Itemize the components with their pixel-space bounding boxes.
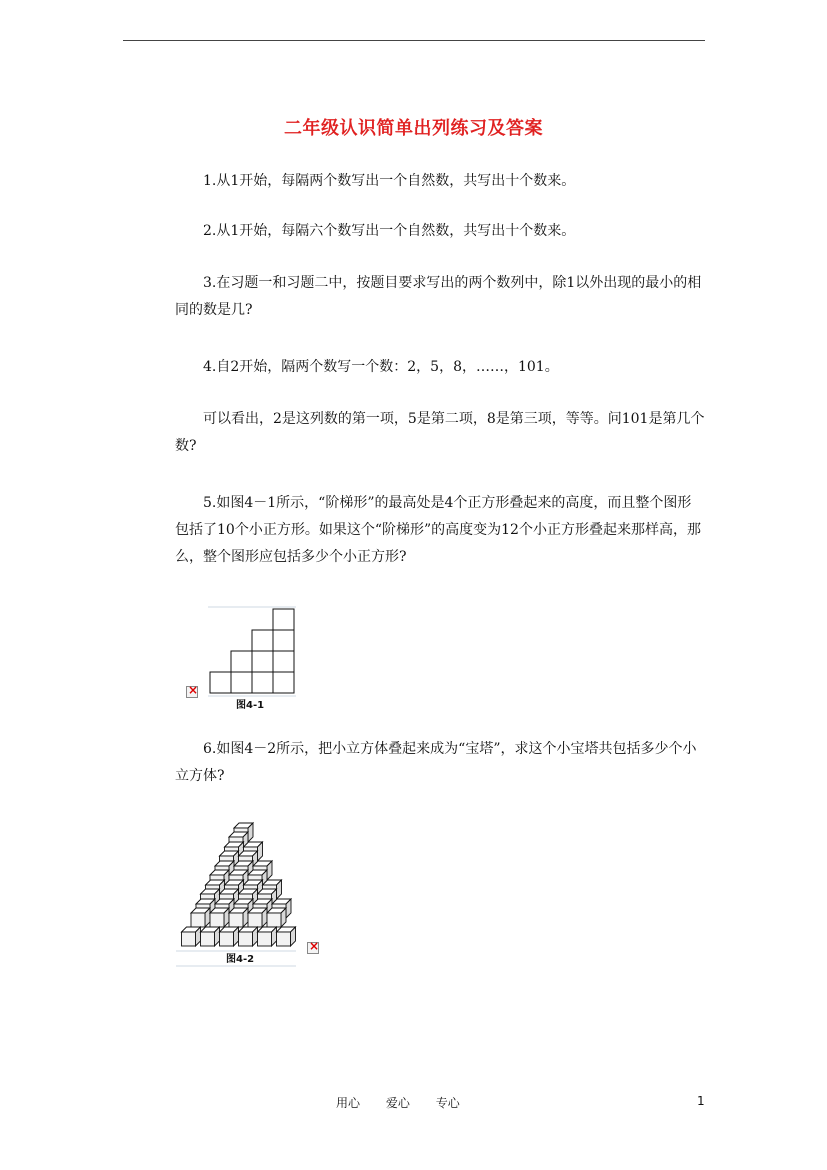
footer-motto: 用心 (336, 1096, 361, 1110)
question-4: 4.自2开始，隔两个数写一个数：2，5，8，……，101。 (203, 359, 559, 375)
figure-4-1-caption: 图4-1 (236, 700, 265, 711)
cube-icon (210, 908, 229, 927)
header-rule (123, 40, 705, 41)
question-1: 1.从1开始，每隔两个数写出一个自然数，共写出十个数来。 (203, 173, 576, 189)
cube-icon (248, 908, 267, 927)
cube-icon (229, 908, 248, 927)
broken-image-icon (186, 686, 198, 698)
question-5: 5.如图4－1所示，“阶梯形”的最高处是4个正方形叠起来的高度，而且整个图形包括了10个小正方形。如果这个“阶梯形”的高度变为12个小正方形叠起来那样高，那么，整个图形应包括多少个小正方形? (175, 495, 701, 565)
cube-icon (267, 908, 286, 927)
broken-image-icon (307, 942, 319, 954)
document-title: 二年级认识简单出列练习及答案 (284, 118, 543, 139)
question-2: 2.从1开始，每隔六个数写出一个自然数，共写出十个数来。 (203, 223, 576, 239)
figure-4-1-staircase (200, 604, 300, 714)
cube-icon (239, 927, 258, 946)
footer-motto: 专心 (435, 1096, 460, 1110)
cube-icon (191, 908, 210, 927)
cube-icon (258, 927, 277, 946)
figure-4-2-pagoda (174, 814, 300, 970)
cube-icon (201, 927, 220, 946)
footer-motto: 爱心 (385, 1096, 410, 1110)
question-4-followup: 可以看出，2是这列数的第一项，5是第二项，8是第三项，等等。问101是第几个数? (175, 411, 705, 454)
footer-mottos (336, 1094, 482, 1111)
question-3: 3.在习题一和习题二中，按题目要求写出的两个数列中，除1以外出现的最小的相同的数是几? (175, 275, 702, 318)
cube-icon (220, 927, 239, 946)
cube-icon (182, 927, 201, 946)
question-6: 6.如图4－2所示，把小立方体叠起来成为“宝塔”，求这个小宝塔共包括多少个小立方体? (175, 741, 697, 784)
cube-icon (277, 927, 296, 946)
page-number: 1 (697, 1094, 705, 1108)
figure-4-2-caption: 图4-2 (226, 954, 255, 965)
